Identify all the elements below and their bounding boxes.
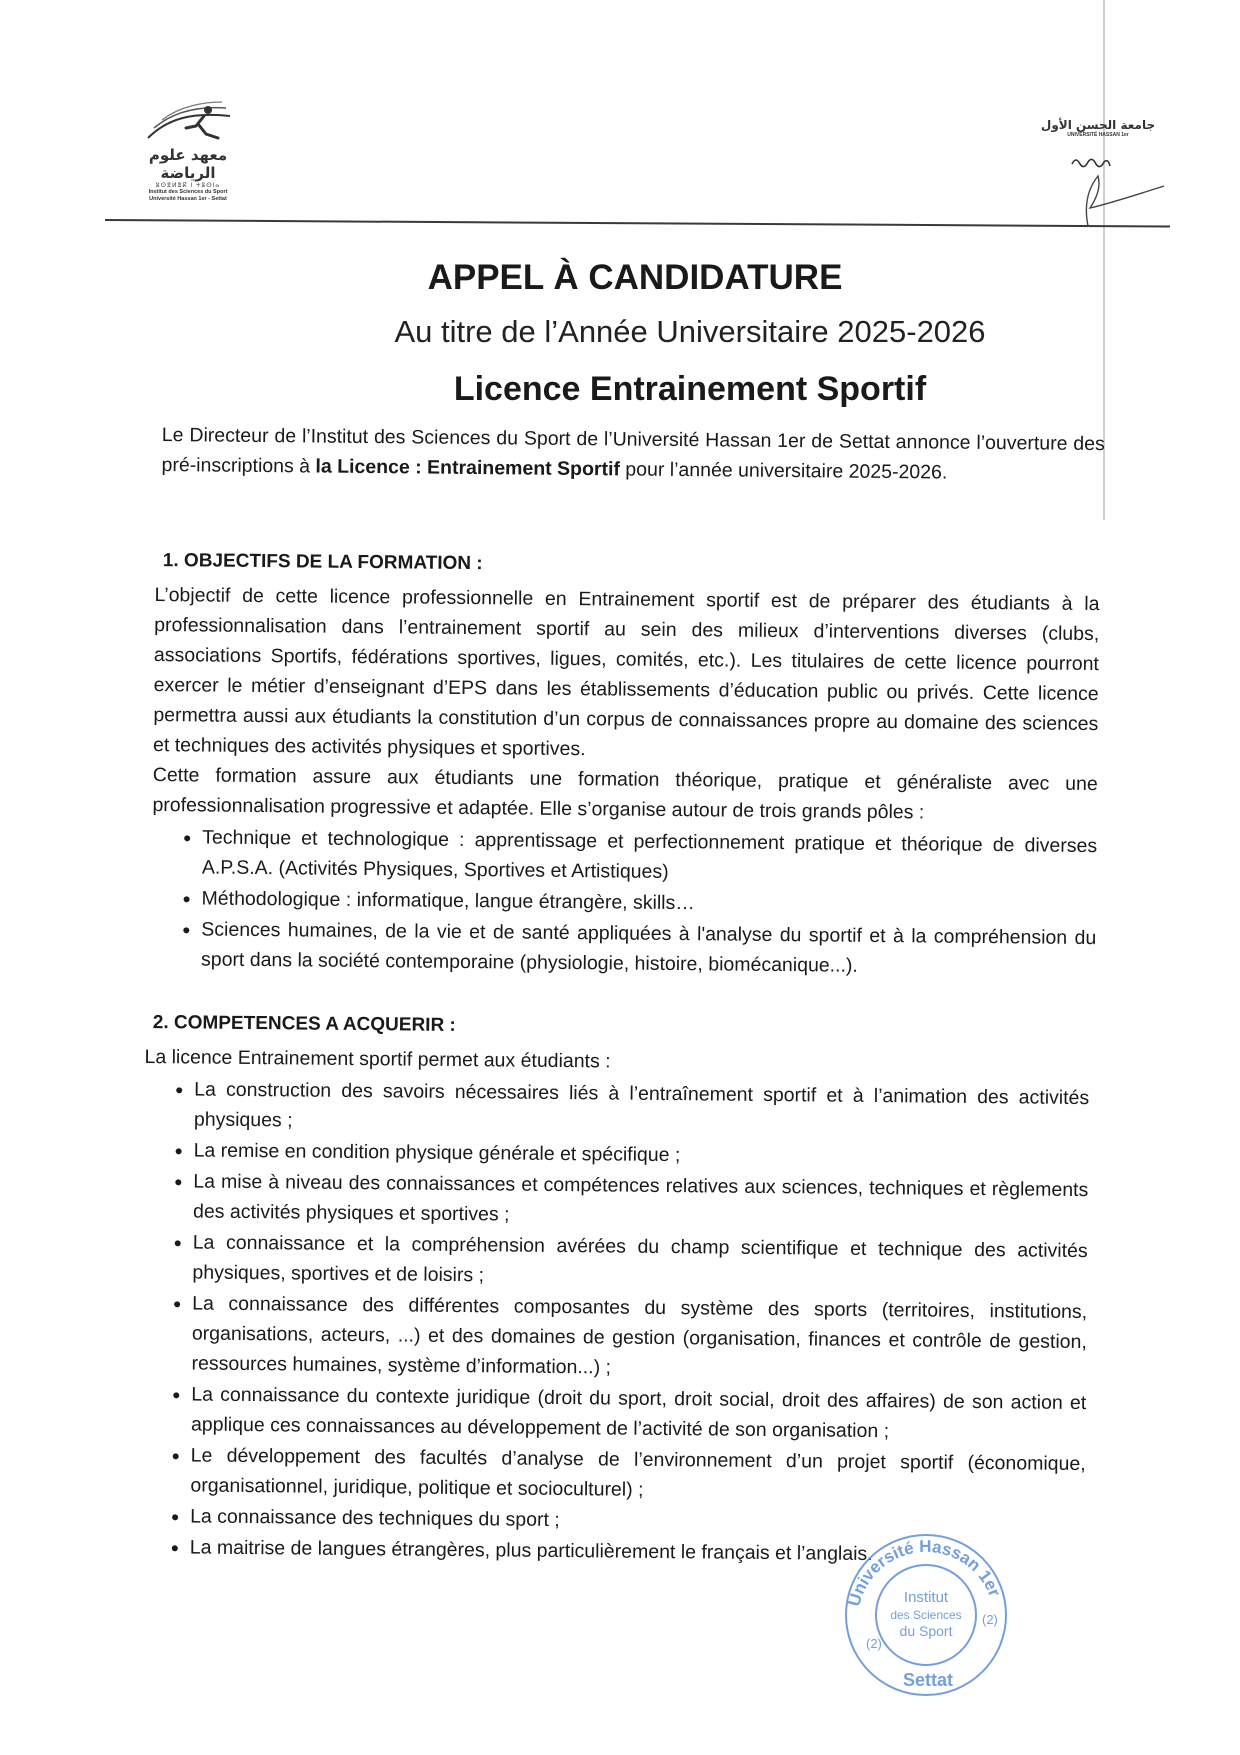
intro-paragraph	[161, 420, 1105, 489]
university-french-name: UNIVERSITÉ HASSAN 1er	[1067, 132, 1129, 138]
header-divider	[105, 219, 1170, 228]
stamp-outer-text: Université Hassan 1er	[844, 1536, 1005, 1609]
section-competences	[140, 1008, 1090, 1572]
university-arabic-name: جامعة الحسن الأول	[1040, 118, 1156, 132]
list-item: • La connaissance et la compréhension avérées du champ scientifique et technique des activités physiques, sportives et de loisirs ;	[192, 1227, 1088, 1296]
stamp-number-left: (2)	[866, 1636, 882, 1651]
formation-paragraph: Cette formation assure aux étudiants une formation théorique, pratique et généraliste avec une professionnalisation progressive et adaptée. Elle s’organise autour de trois grands pôles :	[152, 763, 1098, 824]
intro-text-before: Le Directeur de l’Institut des Sciences du Sport de l’Université Hassan 1er de Settat annonce l’ouverture des pré-inscriptions à	[161, 423, 1105, 478]
list-item: • Sciences humaines, de la vie et de santé appliquées à l'analyse du sportif et à la compréhension du sport dans la société contemporaine (physiologie, histoire, biomécanique...).	[201, 914, 1097, 983]
stamp-number-right: (2)	[982, 1612, 998, 1627]
institute-tifinagh-name: ⵓⵙⴻⵍⴻⴽ ⵏ ⵜⵓⵙⵏⴰ	[155, 183, 221, 189]
university-logo	[1038, 118, 1158, 139]
program-title: Licence Entrainement Sportif	[453, 370, 927, 408]
list-item: • La construction des savoirs nécessaires liés à l’entraînement sportif et à l’animation des activités physiques ;	[194, 1074, 1090, 1143]
runner-logo-icon	[138, 98, 238, 150]
list-item: • La connaissance du contexte juridique (droit du sport, droit social, droit des affaires) de son action et applique ces connaissances au développement de l’activité de son organisation ;	[191, 1379, 1087, 1448]
section-objectives	[151, 546, 1100, 984]
competences-intro: La licence Entrainement sportif permet aux étudiants :	[144, 1045, 611, 1073]
list-item: • Le développement des facultés d’analyse de l’environnement d’un projet sportif (économique, organisationnel, juridique, politique et socioculturel) ;	[190, 1440, 1086, 1509]
list-item: • La mise à niveau des connaissances et compétences relatives aux sciences, techniques et règlements des activités physiques et sportives ;	[193, 1166, 1089, 1235]
list-item: • La connaissance des techniques du sport ;	[190, 1501, 1085, 1540]
institute-logo	[128, 98, 248, 203]
list-item: • La maitrise de langues étrangères, plus particulièrement le français et l’anglais.	[190, 1532, 1085, 1571]
institute-arabic-name: معهد علوم الرياضة	[148, 146, 228, 182]
stamp-inner-line3: du Sport	[899, 1623, 953, 1639]
intro-bold-program: la Licence : Entrainement Sportif	[315, 455, 621, 481]
institute-french-name: Institut des Sciences du Sport	[148, 189, 228, 195]
list-item: • Méthodologique : informatique, langue étrangère, skills…	[201, 883, 1096, 922]
list-item: • Technique et technologique : apprentissage et perfectionnement pratique et théorique de diverses A.P.S.A. (Activités Physiques, Sportives et Artistiques)	[202, 822, 1098, 891]
section-heading: 1. OBJECTIFS DE LA FORMATION :	[162, 550, 483, 575]
signature-icon	[1068, 156, 1168, 236]
list-item: • La remise en condition physique générale et spécifique ;	[193, 1135, 1088, 1174]
stamp-city: Settat	[902, 1670, 954, 1690]
academic-year-subtitle: Au titre de l’Année Universitaire 2025-2026	[394, 314, 986, 349]
poles-list	[151, 822, 1097, 983]
stamp-inner-line2: des Sciences	[890, 1608, 962, 1622]
stamp-inner-line1: Institut	[903, 1589, 949, 1606]
intro-text-after: pour l’année universitaire 2025-2026.	[619, 458, 948, 484]
document-title: APPEL À CANDIDATURE	[427, 258, 843, 297]
section-heading: 2. COMPETENCES A ACQUERIR :	[152, 1012, 456, 1036]
competences-list	[140, 1074, 1090, 1571]
official-stamp-icon	[836, 1520, 1016, 1700]
list-item: • La connaissance des différentes composantes du système des sports (territoires, institutions, organisations, acteurs, ...) et des domaines de gestion (organisation, finances et contrôle de gestion, ressources humaines, système d’information...) ;	[191, 1288, 1087, 1387]
objectives-paragraph: L’objectif de cette licence professionnelle en Entrainement sportif est de préparer des étudiants à la professionnalisation dans l’entrainement sportif au sein des milieux d’interventions diverses (clubs, associations Sportifs, fédérations sportives, ligues, comités, etc.). Les titulaires de cette licence pourront exercer le métier d’enseignant d’EPS dans les établissements d’éducation public ou privés. Cette licence permettra aussi aux étudiants la constitution d’un corpus de connaissances propre au domaine des sciences et techniques des activités physiques et sportives.	[152, 583, 1100, 761]
university-name-small: Université Hassan 1er - Settat	[149, 196, 227, 202]
